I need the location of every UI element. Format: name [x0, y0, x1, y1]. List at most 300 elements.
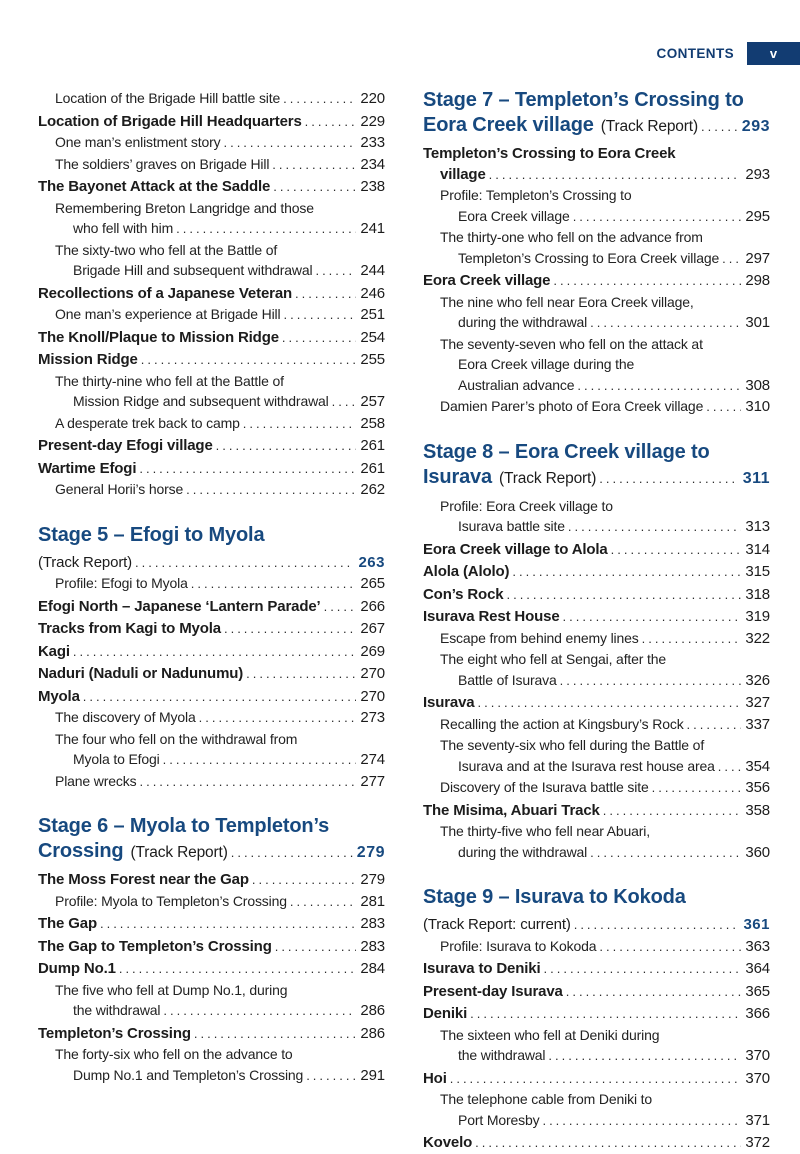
dot-leader	[139, 771, 356, 793]
toc-entry	[423, 396, 770, 418]
toc-entry-line	[38, 240, 385, 261]
toc-entry-line	[38, 814, 385, 839]
dot-leader	[223, 132, 356, 154]
dot-leader	[290, 891, 357, 913]
toc-entry	[38, 891, 385, 913]
dot-leader	[332, 391, 357, 413]
toc-entry-text: Isurava to Deniki	[423, 960, 541, 977]
toc-entry-text: Isurava battle site	[458, 518, 565, 534]
dot-leader	[275, 937, 357, 958]
page-number: 295	[745, 207, 770, 225]
toc-entry-text: Stage 9 – Isurava to Kokoda	[423, 886, 686, 908]
toc-entry-line	[423, 607, 770, 628]
page-number: 327	[745, 694, 770, 711]
toc-entry	[38, 1024, 385, 1045]
toc-entry	[38, 870, 385, 891]
dot-leader	[701, 113, 738, 139]
toc-entry	[38, 459, 385, 480]
page-number: 241	[360, 220, 385, 237]
page-number: 308	[745, 376, 770, 394]
toc-entry	[423, 915, 770, 936]
page-number: 233	[360, 134, 385, 151]
toc-entry	[38, 553, 385, 574]
toc-entry	[38, 597, 385, 618]
dot-leader	[722, 248, 741, 270]
toc-entry-text: Efogi North – Japanese ‘Lantern Parade’	[38, 597, 321, 615]
toc-entry	[38, 177, 385, 198]
toc-entry	[423, 562, 770, 583]
toc-entry-line	[38, 839, 385, 865]
toc-entry	[423, 959, 770, 980]
toc-entry-line	[38, 771, 385, 793]
toc-entry-text: Dump No.1	[38, 960, 116, 977]
toc-entry-line	[423, 756, 770, 778]
dot-leader	[642, 628, 742, 650]
stage-heading	[38, 523, 385, 548]
toc-entry-line	[38, 1065, 385, 1087]
page-number: 297	[745, 249, 770, 267]
dot-leader	[560, 670, 742, 692]
page-number: 319	[745, 608, 770, 625]
dot-leader	[224, 619, 356, 640]
toc-entry	[38, 88, 385, 110]
toc-entry-line	[38, 870, 385, 891]
dot-leader	[252, 870, 357, 891]
page-number: 318	[745, 585, 770, 603]
page-number: 366	[745, 1005, 770, 1022]
toc-entry	[38, 980, 385, 1022]
page-number: 229	[360, 112, 385, 130]
page-number: 279	[356, 844, 385, 861]
page-number: 220	[360, 90, 385, 107]
contents-title: CONTENTS	[656, 46, 734, 61]
page-number: 258	[360, 414, 385, 432]
dot-leader	[273, 177, 356, 198]
toc-entry-line	[38, 749, 385, 771]
page-number: 267	[360, 620, 385, 637]
toc-body	[38, 88, 770, 1154]
dot-leader	[542, 1110, 741, 1132]
dot-leader	[243, 413, 357, 435]
track-report-label: (Track Report)	[130, 844, 228, 861]
toc-entry-text: General Horii’s horse	[55, 481, 184, 497]
toc-entry-text: The thirty-five who fell near Abuari,	[440, 823, 650, 839]
dot-leader	[706, 396, 741, 418]
toc-entry-text: Present-day Isurava	[423, 982, 563, 1000]
toc-entry-line	[38, 959, 385, 980]
toc-entry	[423, 936, 770, 958]
toc-entry-text: Profile: Eora Creek village to	[440, 497, 613, 514]
toc-entry-line	[423, 375, 770, 397]
toc-entry	[423, 585, 770, 606]
toc-entry	[38, 328, 385, 349]
page-number: 283	[360, 915, 385, 932]
stage-heading	[38, 814, 385, 865]
toc-entry-line	[38, 523, 385, 548]
page-number: 293	[741, 118, 770, 135]
dot-leader	[599, 936, 741, 958]
toc-entry	[38, 707, 385, 729]
toc-entry	[423, 185, 770, 227]
toc-entry-text: Recollections of a Japanese Veteran	[38, 284, 293, 302]
toc-entry-line	[423, 959, 770, 980]
toc-entry-text: One man’s enlistment story	[55, 134, 221, 150]
page-number: 322	[745, 629, 770, 647]
dot-leader	[577, 375, 741, 397]
toc-entry	[423, 982, 770, 1003]
dot-leader	[568, 516, 742, 538]
toc-entry	[423, 649, 770, 691]
toc-entry	[423, 540, 770, 561]
toc-entry	[423, 1025, 770, 1067]
toc-entry	[423, 693, 770, 714]
toc-entry	[423, 735, 770, 777]
toc-entry-text: Wartime Efogi	[38, 459, 137, 477]
toc-entry-line	[423, 885, 770, 910]
toc-entry-line	[423, 670, 770, 692]
toc-entry-text: The thirty-nine who fell at the Battle of	[55, 372, 284, 389]
toc-entry	[38, 687, 385, 708]
toc-entry-text: during the withdrawal	[458, 843, 588, 860]
toc-entry-line	[38, 350, 385, 371]
toc-entry-text: The Bayonet Attack at the Saddle	[38, 178, 271, 195]
toc-entry-line	[38, 597, 385, 618]
page-number: 257	[360, 393, 385, 410]
toc-entry-line	[423, 496, 770, 517]
dot-leader	[246, 664, 356, 685]
toc-entry-line	[38, 436, 385, 457]
page-number: 360	[745, 843, 770, 861]
dot-leader	[506, 585, 741, 606]
toc-entry	[38, 771, 385, 793]
toc-entry-text: Discovery of the Isurava battle site	[440, 779, 649, 795]
page-number: 234	[360, 155, 385, 173]
toc-entry-text: Hoi	[423, 1069, 447, 1087]
toc-entry-text: Templeton’s Crossing to Eora Creek village	[458, 249, 720, 266]
toc-entry-line	[38, 304, 385, 326]
toc-entry-line	[423, 396, 770, 418]
dot-leader	[553, 271, 741, 292]
toc-entry-text: The four who fell on the withdrawal from	[55, 730, 298, 747]
page-number: 283	[360, 937, 385, 955]
toc-entry	[423, 1089, 770, 1131]
dot-leader	[544, 959, 742, 980]
dot-leader	[73, 642, 357, 663]
toc-entry-text: Location of the Brigade Hill battle site	[55, 90, 281, 106]
toc-entry	[423, 821, 770, 863]
toc-entry-line	[38, 891, 385, 913]
page-number: 361	[743, 916, 770, 933]
toc-entry-text: Mission Ridge and subsequent withdrawal	[73, 393, 329, 409]
dot-leader	[191, 573, 357, 595]
toc-entry-text: Present-day Efogi village	[38, 437, 213, 454]
toc-entry-text: The sixteen who fell at Deniki during	[440, 1026, 660, 1043]
toc-entry-line	[38, 729, 385, 750]
folio-page-badge	[747, 42, 800, 65]
track-report-label: (Track Report)	[499, 469, 597, 487]
page-number: 298	[745, 272, 770, 289]
toc-entry-line	[423, 354, 770, 375]
toc-entry-text: Isurava Rest House	[423, 608, 560, 625]
dot-leader	[324, 597, 357, 618]
toc-entry-text: The seventy-seven who fell on the attack at	[440, 335, 703, 352]
page-number: 364	[745, 960, 770, 977]
toc-entry	[38, 112, 385, 133]
page-number: 372	[745, 1134, 770, 1151]
toc-entry-text: the withdrawal	[73, 1002, 161, 1018]
page-number: 354	[745, 757, 770, 775]
page-number: 358	[745, 801, 770, 819]
dot-leader	[100, 914, 356, 935]
dot-leader	[315, 260, 356, 282]
toc-entry-line	[38, 664, 385, 685]
page-number: 284	[360, 960, 385, 977]
dot-leader	[450, 1069, 742, 1090]
toc-entry-line	[38, 154, 385, 176]
dot-leader	[186, 479, 356, 501]
dot-leader	[305, 112, 357, 133]
page-number: 273	[360, 709, 385, 726]
page-number: 254	[360, 328, 385, 346]
toc-entry-line	[38, 980, 385, 1001]
dot-leader	[135, 553, 354, 574]
toc-entry	[38, 284, 385, 305]
toc-entry-text: Eora Creek village	[458, 207, 570, 224]
toc-entry-text: The forty-six who fell on the advance to	[55, 1046, 293, 1062]
toc-entry-line	[423, 271, 770, 292]
dot-leader	[139, 459, 356, 480]
toc-entry-text: Dump No.1 and Templeton’s Crossing	[73, 1066, 304, 1083]
toc-entry-text: Myola	[38, 687, 80, 705]
toc-entry	[423, 496, 770, 538]
toc-column-left	[38, 88, 385, 1154]
toc-entry	[423, 607, 770, 628]
toc-entry-text: Isurava and at the Isurava rest house area	[458, 757, 715, 774]
page-number: 293	[745, 165, 770, 183]
toc-entry	[423, 334, 770, 397]
toc-entry-line	[423, 915, 770, 936]
toc-entry-text: The Gap to Templeton’s Crossing	[38, 937, 272, 955]
page-number: 370	[745, 1069, 770, 1087]
toc-entry	[423, 628, 770, 650]
toc-entry-line	[38, 619, 385, 640]
toc-entry-text: Crossing	[38, 840, 124, 862]
toc-entry-line	[38, 553, 385, 574]
toc-entry-text: The discovery of Myola	[55, 709, 196, 725]
page-number: 265	[360, 575, 385, 592]
toc-entry	[38, 642, 385, 663]
toc-entry-line	[423, 144, 770, 165]
dot-leader	[590, 842, 741, 864]
toc-entry-text: The Misima, Abuari Track	[423, 801, 600, 819]
page-number: 251	[360, 306, 385, 323]
toc-entry-text: Brigade Hill and subsequent withdrawal	[73, 262, 313, 278]
page-number: 370	[745, 1047, 770, 1064]
toc-entry-line	[38, 413, 385, 435]
toc-entry-line	[423, 540, 770, 561]
page-number: 291	[360, 1066, 385, 1084]
toc-entry-line	[38, 391, 385, 413]
dot-leader	[470, 1004, 741, 1025]
toc-entry-text: Location of Brigade Hill Headquarters	[38, 112, 302, 130]
toc-entry-line	[423, 113, 770, 139]
page-number: 286	[360, 1024, 385, 1042]
dot-leader	[573, 206, 742, 228]
toc-entry-text: The telephone cable from Deniki to	[440, 1091, 653, 1107]
toc-entry-line	[38, 642, 385, 663]
toc-entry	[423, 1133, 770, 1154]
page-header	[657, 42, 800, 65]
toc-entry-line	[38, 88, 385, 110]
toc-entry-text: The eight who fell at Sengai, after the	[440, 651, 667, 667]
toc-entry-text: Recalling the action at Kingsbury’s Rock	[440, 715, 684, 732]
dot-leader	[163, 749, 357, 771]
toc-entry-text: Profile: Efogi to Myola	[55, 575, 188, 591]
dot-leader	[574, 915, 740, 936]
toc-entry	[38, 154, 385, 176]
toc-entry-text: Port Moresby	[458, 1111, 540, 1128]
page-number: 363	[745, 937, 770, 955]
toc-entry-text: The Gap	[38, 915, 97, 932]
toc-entry	[38, 350, 385, 371]
toc-entry	[423, 801, 770, 822]
dot-leader	[283, 88, 356, 110]
page-number: 314	[745, 540, 770, 558]
toc-entry-text: Profile: Myola to Templeton’s Crossing	[55, 892, 287, 909]
toc-entry-line	[38, 218, 385, 240]
toc-entry-text: Mission Ridge	[38, 351, 138, 368]
toc-entry	[423, 227, 770, 269]
toc-entry	[38, 729, 385, 771]
toc-entry	[38, 573, 385, 595]
toc-entry-line	[423, 821, 770, 842]
toc-entry-text: Profile: Isurava to Kokoda	[440, 937, 597, 954]
toc-entry-line	[38, 284, 385, 305]
toc-entry	[38, 1044, 385, 1086]
toc-entry-text: Deniki	[423, 1005, 468, 1022]
dot-leader	[163, 1000, 356, 1022]
dot-leader	[141, 350, 357, 371]
toc-entry-text: Templeton’s Crossing to Eora Creek	[423, 145, 676, 162]
page-number: 246	[360, 284, 385, 302]
toc-entry-text: The nine who fell near Eora Creek village,	[440, 293, 694, 310]
toc-entry-line	[423, 1110, 770, 1132]
dot-leader	[687, 714, 742, 736]
toc-entry	[38, 914, 385, 935]
toc-entry-text: Isurava	[423, 465, 492, 488]
dot-leader	[548, 1045, 741, 1067]
toc-entry-line	[423, 227, 770, 248]
dot-leader	[282, 328, 357, 349]
toc-entry-text: The Knoll/Plaque to Mission Ridge	[38, 328, 279, 346]
dot-leader	[603, 801, 742, 822]
page-number: 281	[360, 892, 385, 910]
dot-leader	[216, 436, 357, 457]
toc-entry	[38, 436, 385, 457]
page-number: 270	[360, 665, 385, 682]
toc-entry	[38, 619, 385, 640]
toc-entry	[423, 777, 770, 799]
toc-entry-text: Stage 7 – Templeton’s Crossing to	[423, 89, 744, 111]
toc-entry-text: One man’s experience at Brigade Hill	[55, 306, 281, 322]
toc-entry-text: The soldiers’ graves on Brigade Hill	[55, 155, 270, 172]
toc-entry	[423, 271, 770, 292]
dot-leader	[83, 687, 357, 708]
toc-entry-line	[38, 371, 385, 392]
toc-entry-line	[423, 1069, 770, 1090]
track-report-label: (Track Report)	[600, 118, 698, 135]
page-number: 270	[360, 687, 385, 705]
page-number: 310	[745, 398, 770, 415]
toc-entry-line	[423, 440, 770, 465]
toc-entry-text: Plane wrecks	[55, 772, 137, 789]
page-number: 262	[360, 481, 385, 498]
page-number: 263	[358, 553, 385, 571]
dot-leader	[489, 165, 742, 186]
toc-entry-line	[38, 459, 385, 480]
page-number: 313	[745, 518, 770, 535]
toc-entry-line	[423, 312, 770, 334]
toc-entry-text: Naduri (Naduli or Nadunumu)	[38, 665, 244, 682]
toc-entry-line	[423, 465, 770, 491]
toc-entry	[423, 714, 770, 736]
dot-leader	[176, 218, 356, 240]
toc-entry-text: Eora Creek village during the	[458, 356, 635, 372]
page-number: 337	[745, 715, 770, 733]
toc-entry-line	[423, 516, 770, 538]
toc-entry-line	[423, 334, 770, 355]
toc-entry	[423, 1069, 770, 1090]
toc-entry-text: (Track Report)	[38, 553, 133, 571]
toc-entry-line	[423, 585, 770, 606]
dot-leader	[272, 154, 356, 176]
dot-leader	[194, 1024, 357, 1045]
page-number: 261	[360, 437, 385, 454]
toc-entry-line	[423, 88, 770, 113]
toc-entry-line	[423, 714, 770, 736]
toc-entry-line	[423, 292, 770, 313]
toc-entry-line	[423, 936, 770, 958]
toc-entry-line	[38, 112, 385, 133]
toc-entry	[38, 959, 385, 980]
toc-entry-line	[423, 1004, 770, 1025]
toc-entry-text: Escape from behind enemy lines	[440, 629, 639, 646]
toc-entry-line	[38, 707, 385, 729]
toc-entry-line	[423, 649, 770, 670]
toc-entry-line	[423, 165, 770, 186]
dot-leader	[652, 777, 742, 799]
toc-entry-line	[38, 479, 385, 501]
toc-entry-line	[423, 1025, 770, 1046]
toc-entry-line	[38, 260, 385, 282]
toc-entry-line	[38, 937, 385, 958]
toc-entry-line	[38, 132, 385, 154]
dot-leader	[611, 540, 742, 561]
toc-entry-line	[423, 777, 770, 799]
toc-entry-text: the withdrawal	[458, 1047, 546, 1063]
toc-entry-text: Isurava	[423, 694, 475, 711]
toc-entry-line	[38, 328, 385, 349]
toc-entry-text: Con’s Rock	[423, 585, 504, 603]
dot-leader	[718, 756, 742, 778]
dot-leader	[306, 1065, 356, 1087]
page-number: 326	[745, 671, 770, 689]
toc-entry-line	[423, 562, 770, 583]
toc-entry-text: Remembering Breton Langridge and those	[55, 199, 314, 216]
page-number: 365	[745, 982, 770, 1000]
toc-entry-text: Eora Creek village	[423, 272, 551, 289]
dot-leader	[590, 312, 741, 334]
